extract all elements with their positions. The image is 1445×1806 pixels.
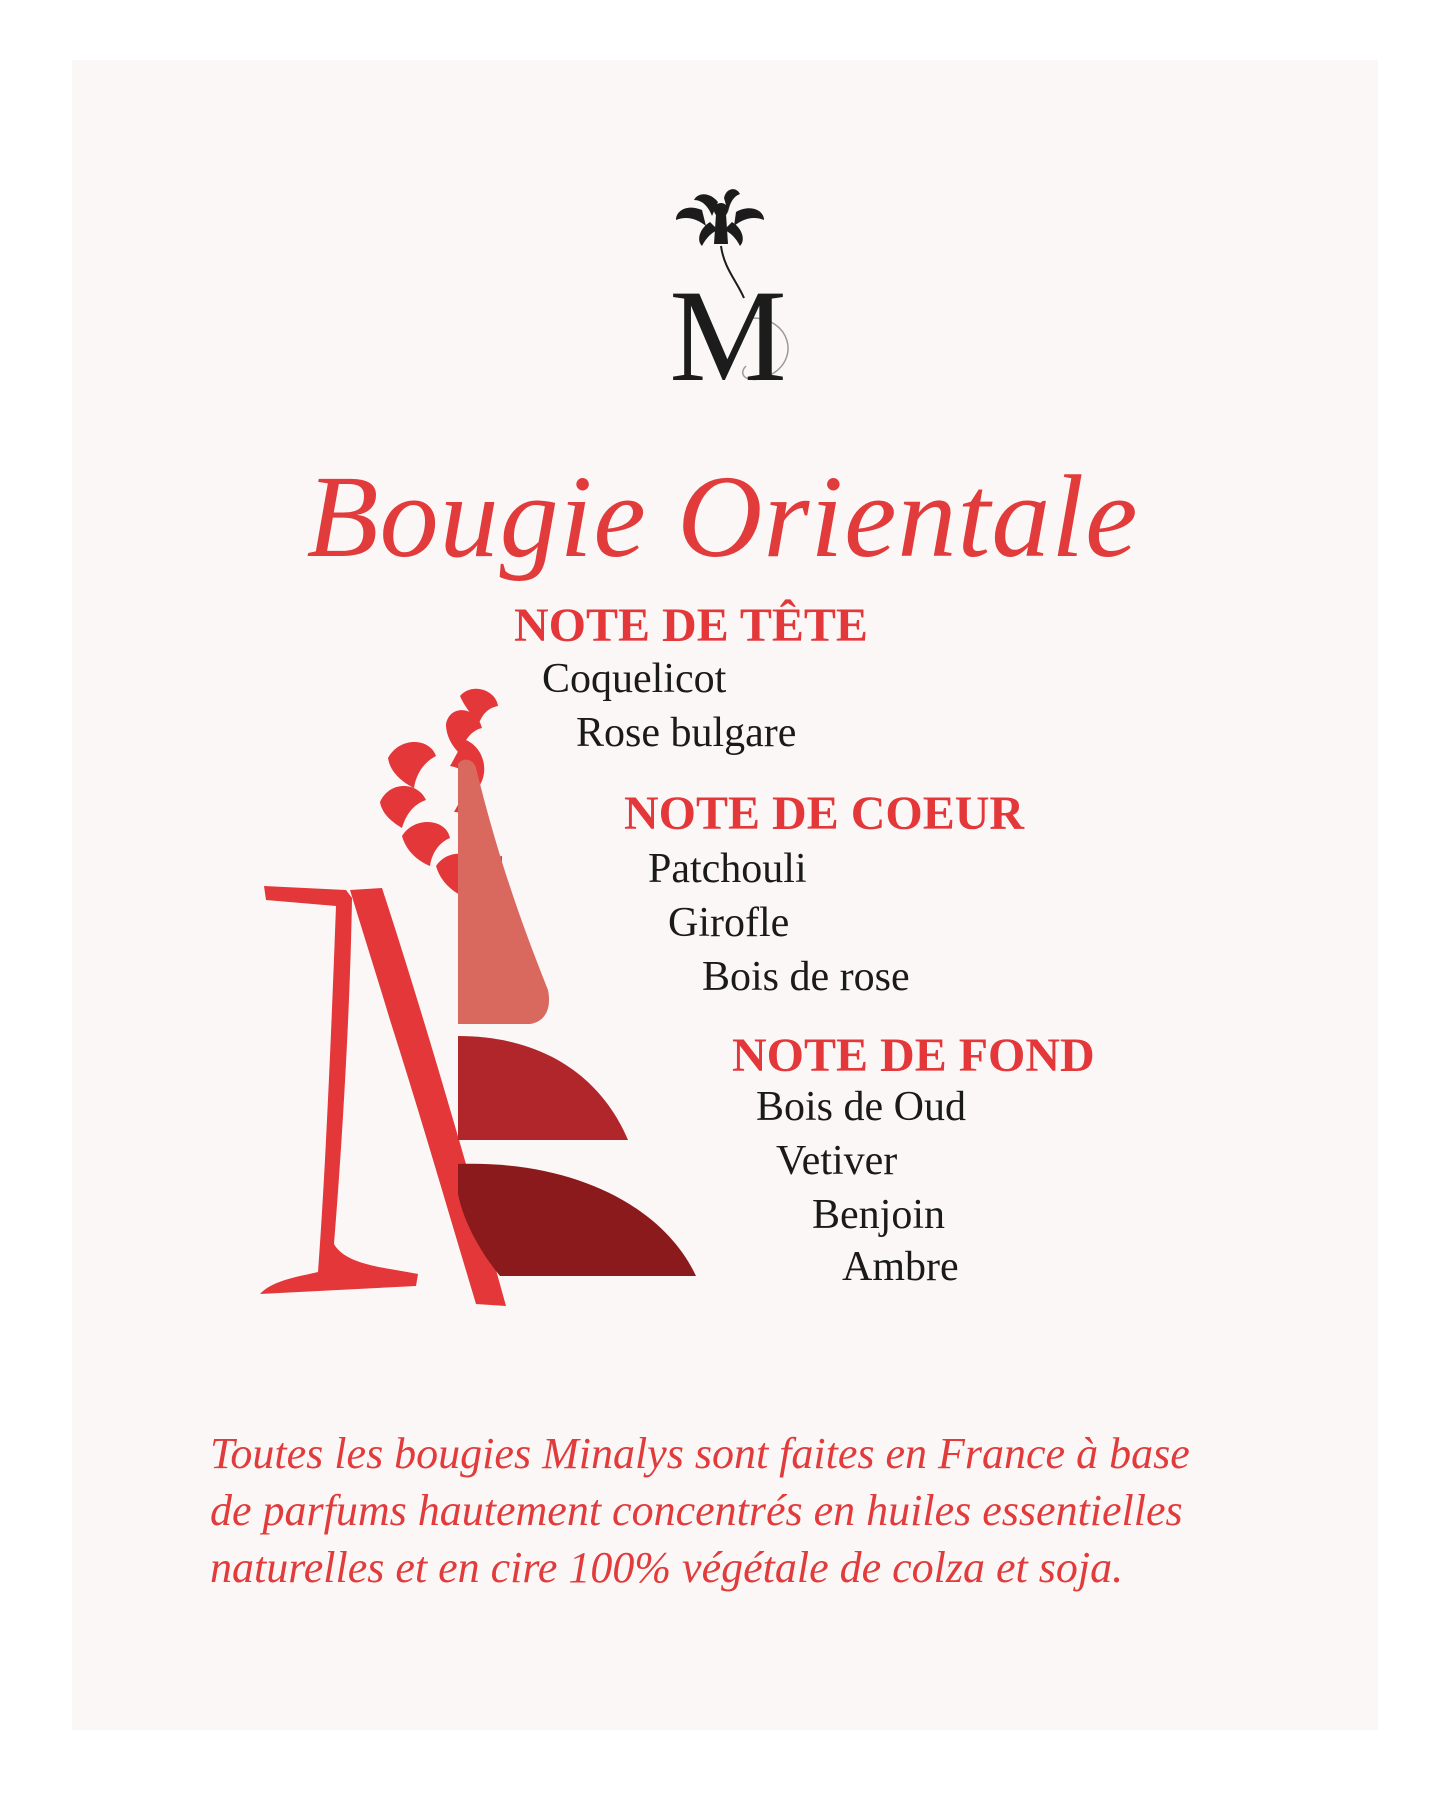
note-fond-item: Vetiver [776,1138,898,1184]
note-tete-heading: NOTE DE TÊTE [514,599,868,652]
fond-shape [458,1164,696,1276]
lily-flower-icon [640,188,816,388]
page-title: Bougie Orientale [306,451,1139,582]
note-fond-item: Benjoin [812,1192,945,1238]
note-coeur-item: Girofle [668,900,790,946]
footer-description: Toutes les bougies Minalys sont faites en France à base de parfums hautement concentrés en huiles essentielles naturelles et en cire 100% végétale de colza et soja. [210,1429,1190,1592]
notes-pyramid-graphic [250,684,830,1324]
coeur-shape [458,1036,628,1140]
note-fond-item: Ambre [842,1244,959,1290]
note-fond-heading: NOTE DE FOND [732,1029,1095,1082]
tete-shape [458,760,549,1024]
note-coeur-heading: NOTE DE COEUR [624,787,1025,840]
brand-logo [640,188,816,388]
note-coeur-item: Bois de rose [702,954,910,1000]
note-tete-item: Rose bulgare [576,710,797,756]
logo-letter: M [669,262,787,388]
note-tete-item: Coquelicot [542,656,727,702]
note-coeur-item: Patchouli [648,846,807,892]
note-fond-item: Bois de Oud [756,1084,966,1130]
